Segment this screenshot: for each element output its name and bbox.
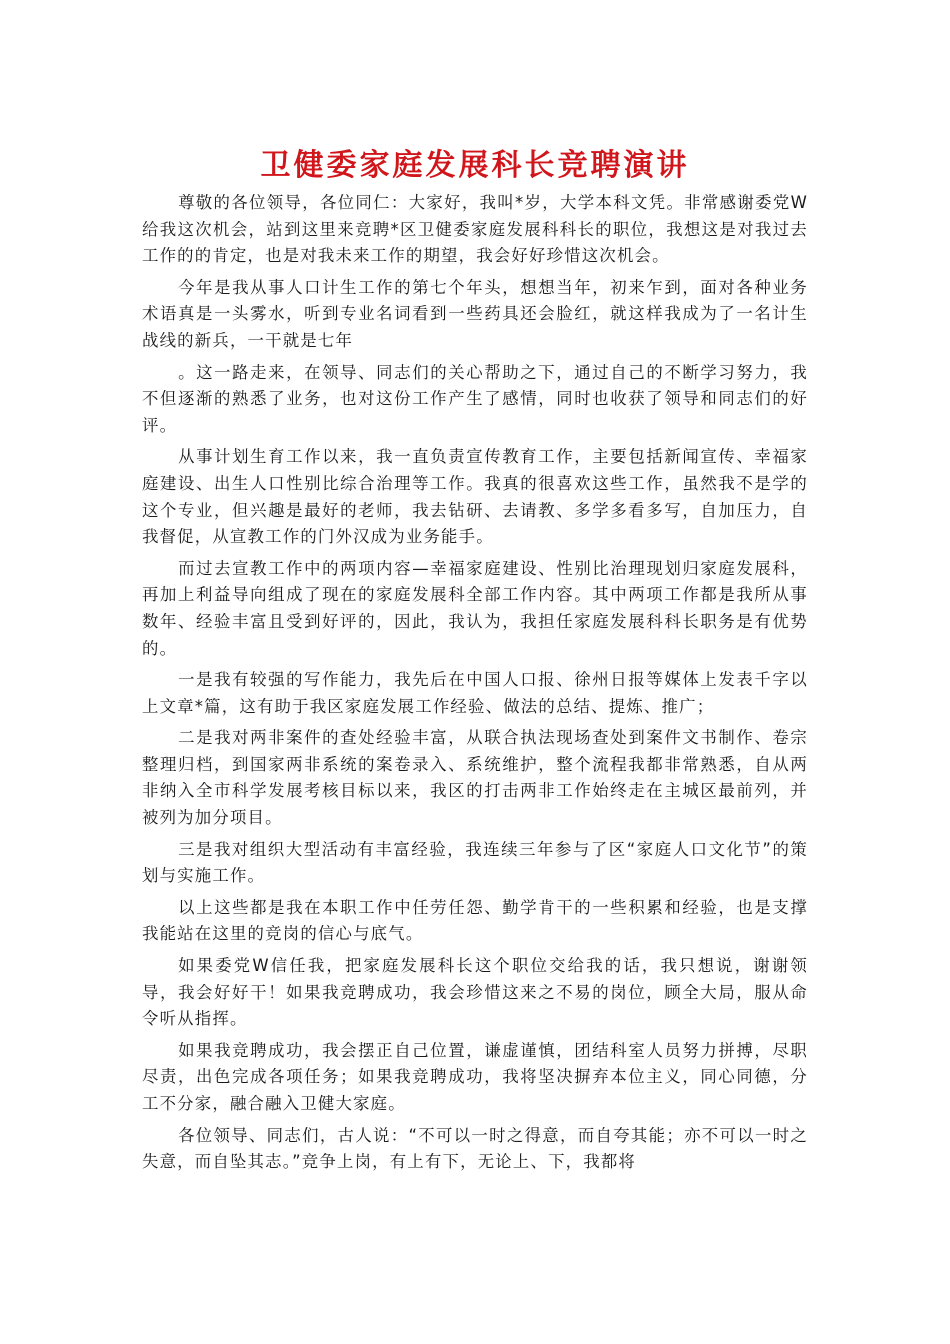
paragraph: 从事计划生育工作以来，我一直负责宣传教育工作，主要包括新闻宣传、幸福家庭建设、出生人口性别比综合治理等工作。我真的很喜欢这些工作，虽然我不是学的这个专业，但兴趣是最好的老师，我去钻研、去请教、多学多看多写，自加压力，自我督促，从宣教工作的门外汉成为业务能手。 xyxy=(142,447,808,547)
paragraph: 今年是我从事人口计生工作的第七个年头，想想当年，初来乍到，面对各种业务术语真是一头雾水，听到专业名词看到一些药具还会脸红，就这样我成为了一名计生战线的新兵，一干就是七年 xyxy=(142,277,808,350)
paragraph: 各位领导、同志们，古人说：“不可以一时之得意，而自夸其能；亦不可以一时之失意，而自坠其志。”竞争上岗，有上有下，无论上、下，我都将 xyxy=(142,1125,808,1172)
paragraph: 尊敬的各位领导，各位同仁：大家好，我叫*岁，大学本科文凭。非常感谢委党W给我这次机会，站到这里来竞聘*区卫健委家庭发展科科长的职位，我想这是对我过去工作的的肯定，也是对我未来工作的期望，我会好好珍惜这次机会。 xyxy=(142,193,808,266)
paragraph: 以上这些都是我在本职工作中任劳任怨、勤学肯干的一些积累和经验，也是支撑我能站在这里的竞岗的信心与底气。 xyxy=(142,897,808,944)
document-title: 卫健委家庭发展科长竞聘演讲 xyxy=(260,148,690,183)
paragraph: 三是我对组织大型活动有丰富经验，我连续三年参与了区“家庭人口文化节”的策划与实施工作。 xyxy=(142,839,808,886)
paragraph: 二是我对两非案件的查处经验丰富，从联合执法现场查处到案件文书制作、卷宗整理归档，到国家两非系统的案卷录入、系统维护，整个流程我都非常熟悉，自从两非纳入全市科学发展考核目标以来，我区的打击两非工作始终走在主城区最前列，并被列为加分项目。 xyxy=(142,728,808,828)
paragraph: 而过去宣教工作中的两项内容—幸福家庭建设、性别比治理现划归家庭发展科，再加上利益导向组成了现在的家庭发展科全部工作内容。其中两项工作都是我所从事数年、经验丰富且受到好评的，因此，我认为，我担任家庭发展科科长职务是有优势的。 xyxy=(142,558,808,658)
paragraph: 如果委党W信任我，把家庭发展科长这个职位交给我的话，我只想说，谢谢领导，我会好好干！如果我竞聘成功，我会珍惜这来之不易的岗位，顾全大局，服从命令听从指挥。 xyxy=(142,956,808,1029)
paragraph: 如果我竞聘成功，我会摆正自己位置，谦虚谨慎，团结科室人员努力拼搏，尽职尽责，出色完成各项任务；如果我竞聘成功，我将坚决摒弃本位主义，同心同德，分工不分家，融合融入卫健大家庭。 xyxy=(142,1040,808,1113)
paragraph: 一是我有较强的写作能力，我先后在中国人口报、徐州日报等媒体上发表千字以上文章*篇，这有助于我区家庭发展工作经验、做法的总结、提炼、推广； xyxy=(142,670,808,716)
document-body xyxy=(142,190,808,1181)
paragraph: 。这一路走来，在领导、同志们的关心帮助之下，通过自己的不断学习努力，我不但逐渐的熟悉了业务，也对这份工作产生了感情，同时也收获了领导和同志们的好评。 xyxy=(142,362,808,435)
